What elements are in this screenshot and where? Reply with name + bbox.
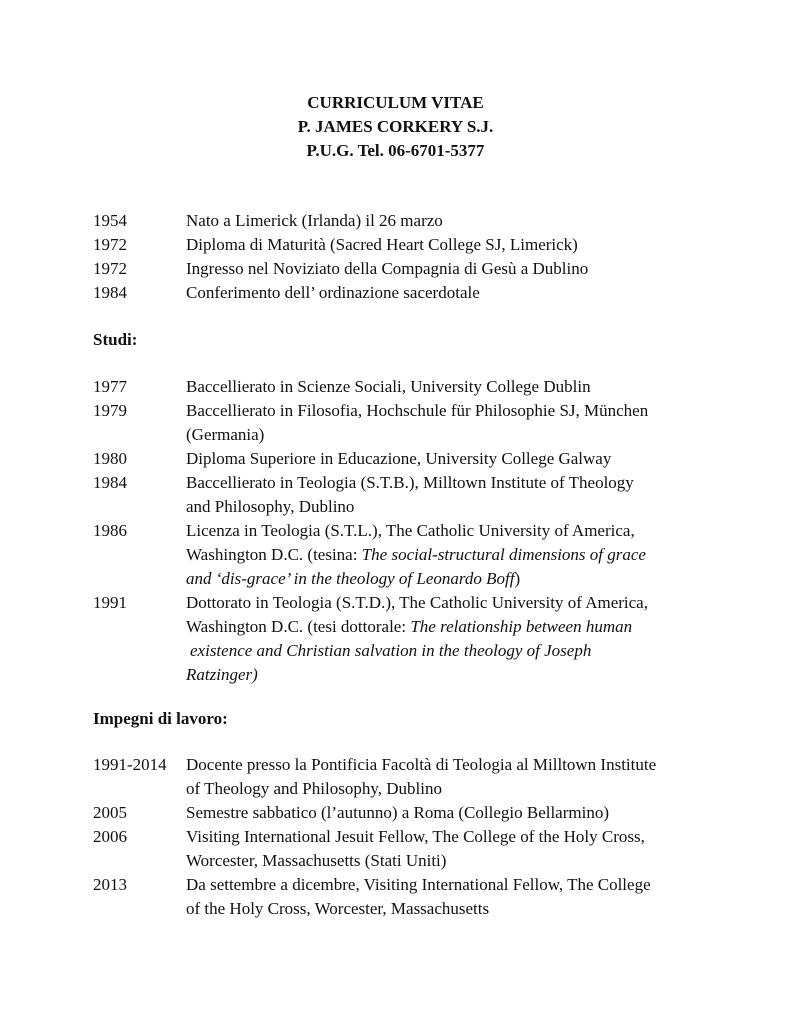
entry-line: Licenza in Teologia (S.T.L.), The Catholic University of America, xyxy=(186,521,635,540)
list-item xyxy=(93,209,713,233)
author-name: P. JAMES CORKERY S.J. xyxy=(297,117,494,136)
entry-text xyxy=(186,873,713,921)
entry-line: Docente presso la Pontificia Facoltà di Teologia al Milltown Institute xyxy=(186,755,657,774)
list-item xyxy=(93,591,713,687)
document-header xyxy=(0,91,791,163)
year: 1984 xyxy=(93,283,127,302)
list-item xyxy=(93,873,713,921)
list-item xyxy=(93,825,713,873)
entry-line: Visiting International Jesuit Fellow, The College of the Holy Cross, xyxy=(186,827,645,846)
work-list xyxy=(93,753,713,921)
entry-line xyxy=(186,639,713,663)
year: 1980 xyxy=(93,449,127,468)
entry-text xyxy=(186,801,713,825)
entry-line xyxy=(186,615,713,639)
year: 2005 xyxy=(93,803,127,822)
entry-text: Conferimento dell’ ordinazione sacerdotale xyxy=(186,283,480,302)
entry-line xyxy=(186,543,713,567)
entry-line xyxy=(186,663,713,687)
entry-line: (Germania) xyxy=(186,425,265,444)
document-title: CURRICULUM VITAE xyxy=(307,93,484,112)
year: 1954 xyxy=(93,211,127,230)
list-item xyxy=(93,519,713,591)
entry-line-part: ) xyxy=(514,569,521,588)
year: 1977 xyxy=(93,377,127,396)
entry-line: of Theology and Philosophy, Dublino xyxy=(186,779,442,798)
entry-line-part: Washington D.C. (tesina: xyxy=(186,545,362,564)
biography-list xyxy=(93,209,713,305)
entry-line: Worcester, Massachusetts (Stati Uniti) xyxy=(186,851,447,870)
thesis-title: existence and Christian salvation in the theology of Joseph xyxy=(190,641,592,660)
entry-text xyxy=(186,753,713,801)
entry-text xyxy=(186,399,713,447)
entry-line: Dottorato in Teologia (S.T.D.), The Catholic University of America, xyxy=(186,593,648,612)
year: 2013 xyxy=(93,875,127,894)
entry-text: Diploma di Maturità (Sacred Heart College SJ, Limerick) xyxy=(186,235,578,254)
entry-line: Baccellierato in Scienze Sociali, University College Dublin xyxy=(186,377,591,396)
entry-text: Ingresso nel Noviziato della Compagnia di Gesù a Dublino xyxy=(186,259,589,278)
year: 1991-2014 xyxy=(93,755,167,774)
thesis-title: Ratzinger) xyxy=(186,665,258,684)
year: 1972 xyxy=(93,259,127,278)
section-title-studies: Studi: xyxy=(93,330,138,349)
list-item xyxy=(93,257,713,281)
list-item xyxy=(93,375,713,399)
entry-line-part: Washington D.C. (tesi dottorale: xyxy=(186,617,411,636)
year: 1986 xyxy=(93,521,127,540)
list-item xyxy=(93,447,713,471)
entry-line: Diploma Superiore in Educazione, University College Galway xyxy=(186,449,612,468)
list-item xyxy=(93,399,713,447)
list-item xyxy=(93,281,713,305)
entry-text xyxy=(186,591,713,687)
year: 1991 xyxy=(93,593,127,612)
thesis-title: The relationship between human xyxy=(410,617,633,636)
thesis-title: and ‘dis-grace’ in the theology of Leonardo Boff xyxy=(186,569,515,588)
entry-line: Semestre sabbatico (l’autunno) a Roma (Collegio Bellarmino) xyxy=(186,803,609,822)
entry-text xyxy=(186,471,713,519)
entry-line: Baccellierato in Teologia (S.T.B.), Milltown Institute of Theology xyxy=(186,473,634,492)
entry-line xyxy=(186,567,713,591)
entry-line: and Philosophy, Dublino xyxy=(186,497,355,516)
year: 1984 xyxy=(93,473,127,492)
year: 1979 xyxy=(93,401,127,420)
entry-text xyxy=(186,375,713,399)
entry-text xyxy=(186,825,713,873)
list-item xyxy=(93,233,713,257)
entry-text xyxy=(186,447,713,471)
year: 1972 xyxy=(93,235,127,254)
list-item xyxy=(93,471,713,519)
list-item xyxy=(93,801,713,825)
entry-line: Da settembre a dicembre, Visiting International Fellow, The College xyxy=(186,875,651,894)
thesis-title: The social-structural dimensions of grace xyxy=(361,545,646,564)
entry-line: of the Holy Cross, Worcester, Massachusetts xyxy=(186,899,490,918)
list-item xyxy=(93,753,713,801)
section-title-work: Impegni di lavoro: xyxy=(93,709,228,728)
year: 2006 xyxy=(93,827,127,846)
studies-list xyxy=(93,375,713,687)
entry-text: Nato a Limerick (Irlanda) il 26 marzo xyxy=(186,211,443,230)
contact-phone: P.U.G. Tel. 06-6701-5377 xyxy=(306,141,485,160)
entry-text xyxy=(186,519,713,591)
entry-line: Baccellierato in Filosofia, Hochschule für Philosophie SJ, München xyxy=(186,401,649,420)
